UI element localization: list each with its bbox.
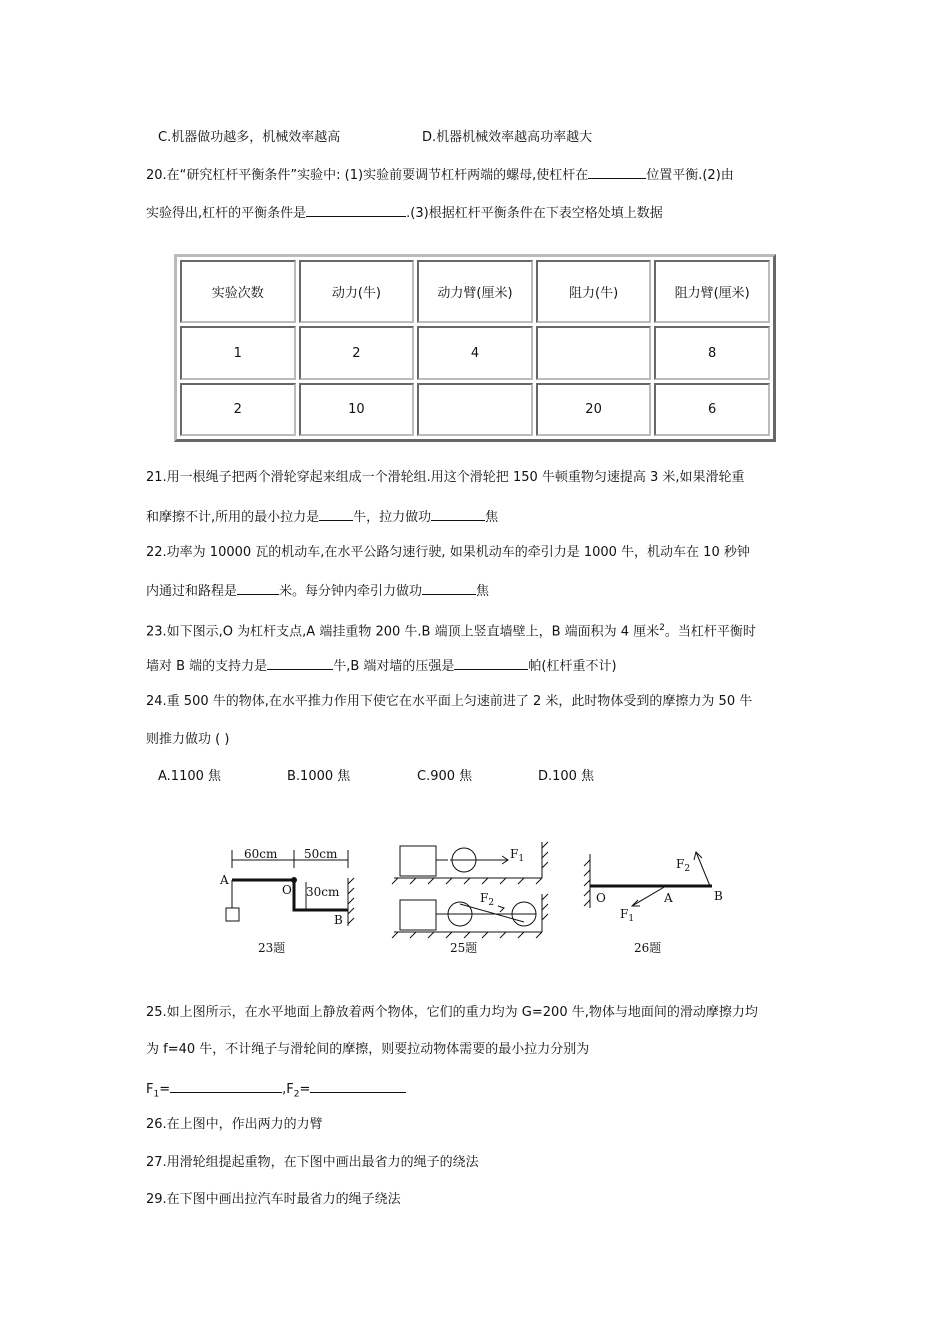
q21-line2	[146, 506, 498, 528]
fig23-dim-60: 60cm	[244, 847, 278, 861]
q22-text-b: 米。每分钟内牵引力做功	[279, 584, 423, 599]
q25-f1-sub: 1	[153, 1089, 160, 1100]
q20-text-d: .(3)根据杠杆平衡条件在下表空格处填上数据	[406, 206, 663, 221]
q23-text-b: 。当杠杆平衡时	[664, 624, 756, 640]
q21-text-b: 牛，拉力做功	[353, 510, 432, 525]
q22-blank-2[interactable]	[422, 580, 476, 595]
figure-26	[580, 838, 740, 963]
q21-blank-1[interactable]	[319, 506, 353, 521]
q19-option-d: D.机器机械效率越高功率越大	[422, 130, 593, 145]
fig23-dim-50: 50cm	[304, 847, 338, 861]
q23-line2	[146, 655, 617, 677]
fig26-label-b: B	[714, 889, 723, 903]
q25-line1: 25.如上图所示，在水平地面上静放着两个物体，它们的重力均为 G=200 牛,物体与地面间的滑动摩擦力均	[146, 1005, 758, 1020]
q24-line1: 24.重 500 牛的物体,在水平推力作用下使它在水平面上匀速前进了 2 米，此时物体受到的摩擦力为 50 牛	[146, 694, 753, 709]
q23-blank-1[interactable]	[267, 655, 333, 670]
fig25-label-f2: $F_2$	[480, 891, 495, 908]
q23-superscript: 2	[659, 623, 665, 633]
q22-text-c: 焦	[476, 584, 490, 599]
q19-option-c: C.机器做功越多，机械效率越高	[158, 130, 341, 145]
experiment-table	[174, 254, 776, 442]
fig25-caption: 25题	[450, 941, 478, 955]
q24-option-d: D.100 焦	[538, 769, 595, 784]
q21-text-c: 焦	[485, 510, 499, 525]
table-header-row	[180, 260, 770, 323]
table-row	[180, 383, 770, 436]
table-header-cell: 动力(牛)	[299, 260, 415, 323]
q20-blank-1[interactable]	[588, 164, 646, 179]
fig26-label-f1: $F_1$	[620, 907, 635, 924]
table-cell: 2	[299, 326, 415, 379]
fig23-label-o: O	[282, 883, 292, 897]
table-header-cell: 阻力(牛)	[536, 260, 652, 323]
table-cell: 4	[417, 326, 533, 379]
q23-text-d: 牛,B 端对墙的压强是	[333, 659, 455, 674]
table-cell: 2	[180, 383, 296, 436]
q24-option-c: C.900 焦	[417, 769, 473, 784]
figure-23	[210, 838, 370, 963]
table-header-cell: 实验次数	[180, 260, 296, 323]
q25-f1-label: F	[146, 1082, 154, 1097]
q25-blank-f1[interactable]	[170, 1078, 282, 1093]
table-cell: 20	[536, 383, 652, 436]
q22-line1: 22.功率为 10000 瓦的机动车,在水平公路匀速行驶, 如果机动车的牵引力是 1000 牛，机动车在 10 秒钟	[146, 545, 750, 560]
q21-line1: 21.用一根绳子把两个滑轮穿起来组成一个滑轮组.用这个滑轮把 150 牛顿重物匀速提高 3 米,如果滑轮重	[146, 470, 745, 485]
q24-line2: 则推力做功 ( )	[146, 732, 230, 747]
q27-text: 27.用滑轮组提起重物，在下图中画出最省力的绳子的绕法	[146, 1155, 479, 1170]
fig26-caption: 26题	[634, 941, 662, 955]
fig23-dim-30: 30cm	[306, 885, 340, 899]
q20-line2	[146, 202, 663, 224]
fig23-label-b: B	[334, 913, 343, 927]
q21-blank-2[interactable]	[431, 506, 485, 521]
q23-text-c: 墙对 B 端的支持力是	[146, 659, 268, 674]
fig23-caption: 23题	[258, 941, 286, 955]
q22-text-a: 内通过和路程是	[146, 584, 238, 599]
fig26-label-a: A	[664, 891, 673, 905]
fig26-label-o: O	[596, 891, 606, 905]
q24-option-b: B.1000 焦	[287, 769, 351, 784]
fig25-label-f1: $F_1$	[510, 847, 525, 864]
fig26-label-f2: $F_2$	[676, 857, 691, 874]
q23-text-e: 帕(杠杆重不计)	[528, 659, 617, 674]
q20-text-c: 实验得出,杠杆的平衡条件是	[146, 206, 307, 221]
q23-blank-2[interactable]	[454, 655, 528, 670]
q22-line2	[146, 580, 489, 602]
table-cell-blank[interactable]	[536, 326, 652, 379]
table-header-cell: 阻力臂(厘米)	[654, 260, 770, 323]
q25-blank-f2[interactable]	[310, 1078, 406, 1093]
q20-blank-2[interactable]	[306, 202, 406, 217]
table-cell: 8	[654, 326, 770, 379]
q20-text-a: 20.在“研究杠杆平衡条件”实验中: (1)实验前要调节杠杆两端的螺母,使杠杆在	[146, 168, 589, 183]
q20-line1	[146, 164, 734, 186]
q22-blank-1[interactable]	[237, 580, 279, 595]
q25-line3	[146, 1078, 406, 1105]
table-header-cell: 动力臂(厘米)	[417, 260, 533, 323]
q24-option-a: A.1100 焦	[158, 769, 222, 784]
q23-line1	[146, 618, 756, 642]
table-cell: 6	[654, 383, 770, 436]
q25-eq1: =	[159, 1082, 171, 1097]
q25-eq2: =	[299, 1082, 311, 1097]
figure-25	[390, 838, 555, 963]
q26-text: 26.在上图中，作出两力的力臂	[146, 1117, 323, 1132]
q25-sep: ,F	[282, 1082, 294, 1097]
table-cell: 10	[299, 383, 415, 436]
table-cell: 1	[180, 326, 296, 379]
table-row	[180, 326, 770, 379]
q21-text-a: 和摩擦不计,所用的最小拉力是	[146, 510, 320, 525]
fig23-label-a: A	[220, 873, 229, 887]
q23-text-a: 23.如下图示,O 为杠杆支点,A 端挂重物 200 牛.B 端顶上竖直墙壁上，B 端面积为 4 厘米	[146, 624, 660, 640]
q20-text-b: 位置平衡.(2)由	[646, 168, 734, 183]
q29-text: 29.在下图中画出拉汽车时最省力的绳子绕法	[146, 1192, 401, 1207]
q25-line2: 为 f=40 牛，不计绳子与滑轮间的摩擦，则要拉动物体需要的最小拉力分别为	[146, 1042, 590, 1057]
q25-f2-sub: 2	[293, 1089, 300, 1100]
table-cell-blank[interactable]	[417, 383, 533, 436]
